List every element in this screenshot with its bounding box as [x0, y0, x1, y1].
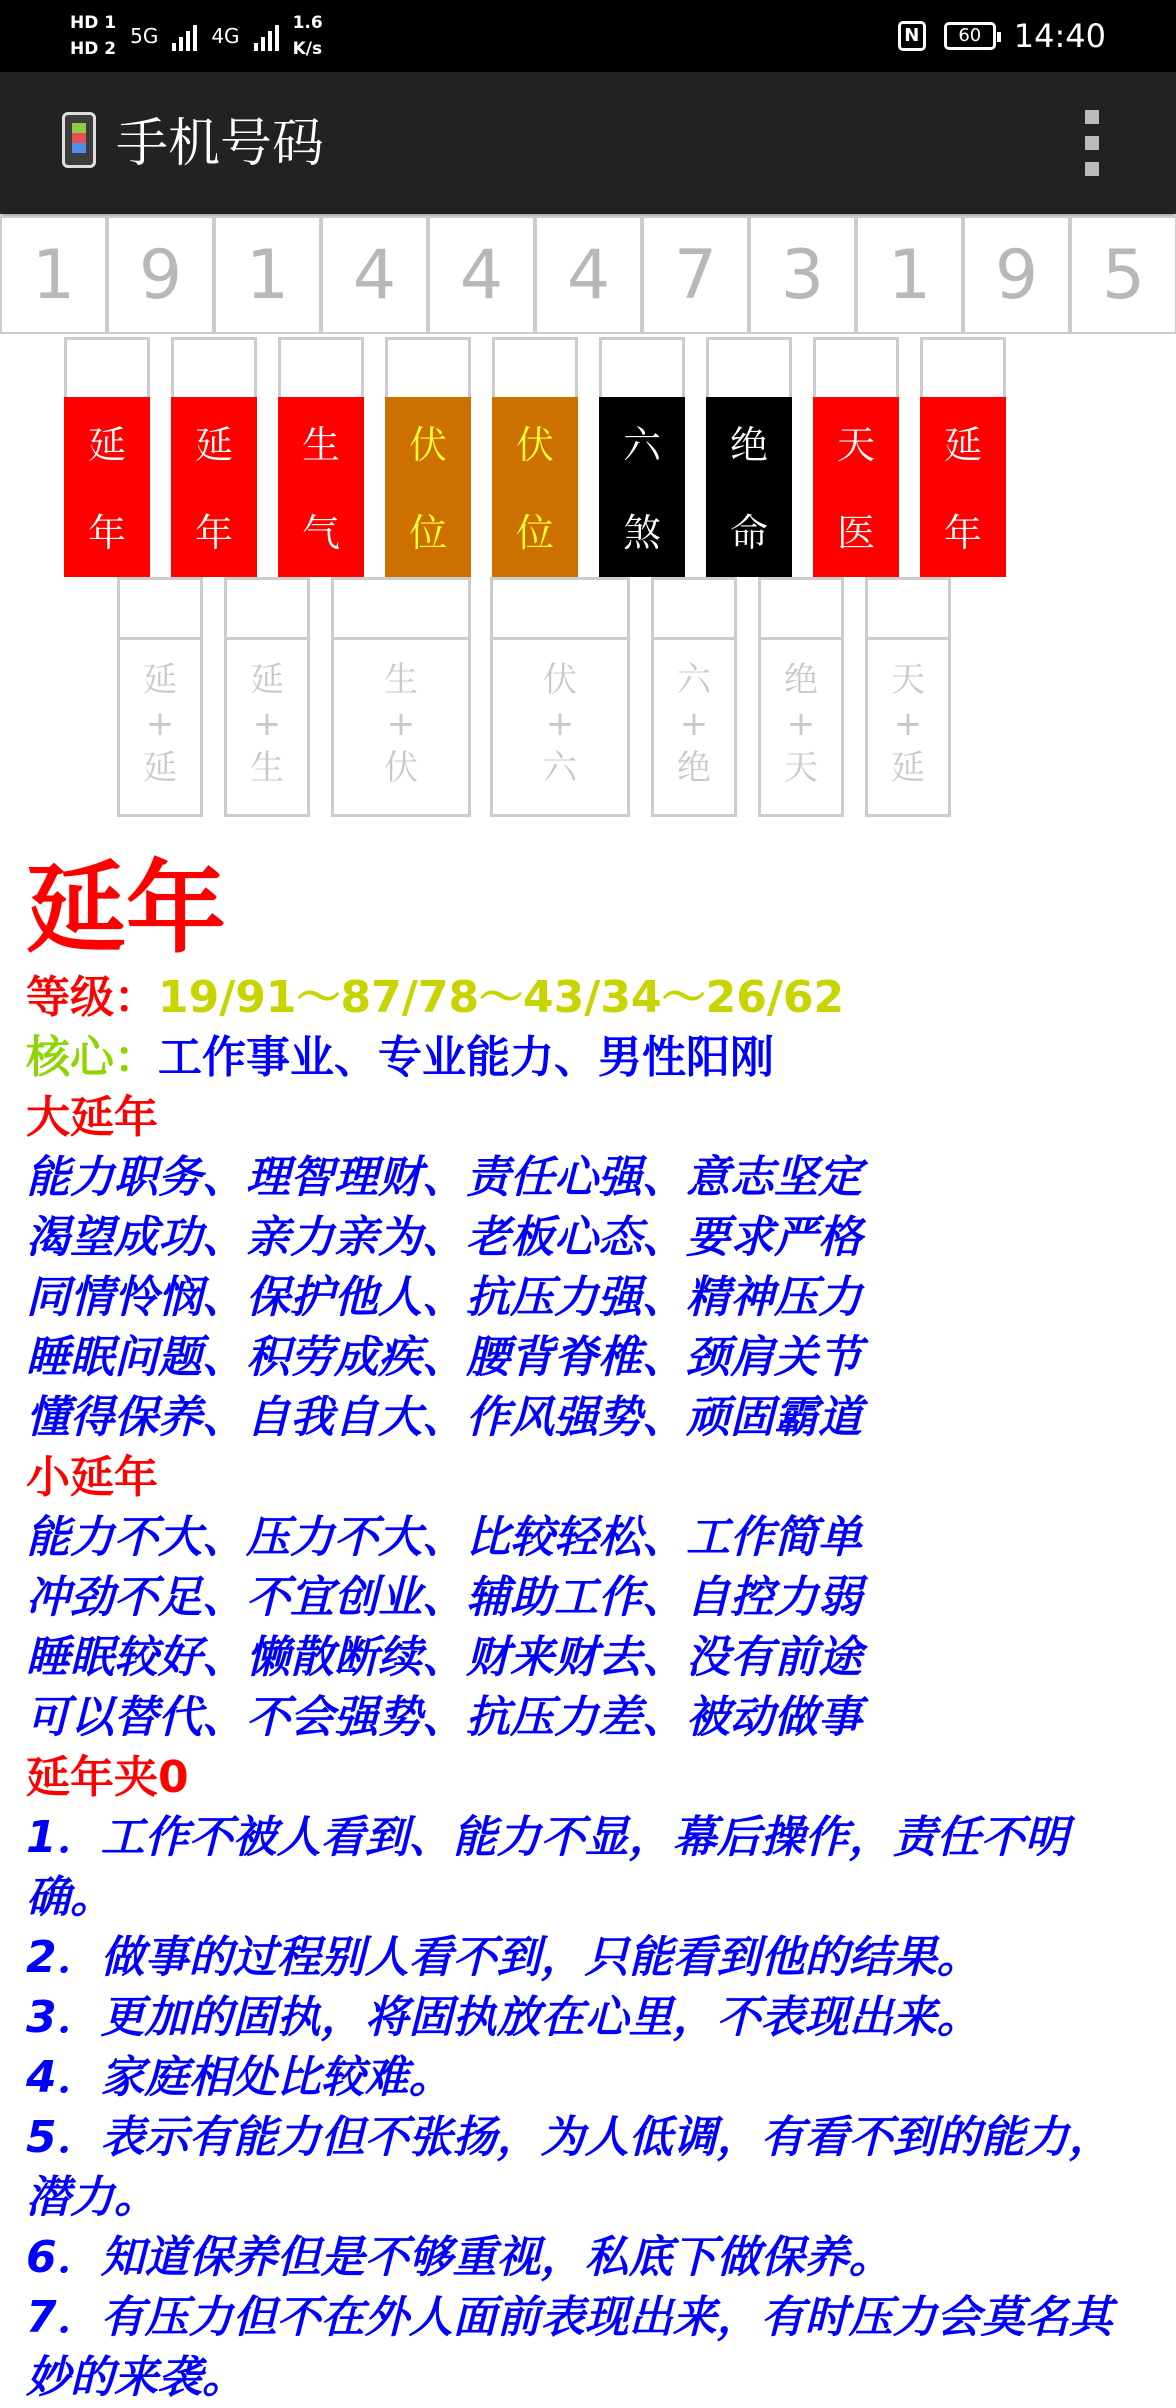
combo-tag[interactable] — [651, 637, 737, 817]
combo-tag[interactable] — [865, 637, 951, 817]
small-line-3: 睡眠较好、懒散断续、财来财去、没有前途 — [26, 1632, 862, 1683]
combo-stem — [117, 577, 203, 637]
app-title: 手机号码 — [116, 114, 325, 174]
small-yannian-heading: 小延年 — [26, 1452, 158, 1503]
combo-operator: + — [786, 704, 816, 744]
big-line-5: 懂得保养、自我自大、作风强势、顽固霸道 — [26, 1392, 862, 1443]
core-row — [26, 1028, 1156, 1088]
pair-tag-bottom: 年 — [943, 511, 982, 555]
phone-icon — [62, 112, 96, 168]
combo-stem — [651, 577, 737, 637]
pair-tag-bottom: 气 — [301, 511, 340, 555]
zero-item-2: 2．做事的过程别人看不到，只能看到他的结果。 — [26, 1932, 981, 1983]
combo-tag[interactable] — [117, 637, 203, 817]
digit-cell: 4 — [321, 216, 428, 334]
combo-char: 生 — [384, 660, 418, 700]
combo-operator: + — [545, 704, 575, 744]
pair-tab-connector — [64, 337, 150, 397]
pair-tag-top: 六 — [622, 423, 661, 467]
pair-tag[interactable] — [706, 397, 792, 577]
pair-tag[interactable] — [171, 397, 257, 577]
digit-cell: 1 — [856, 216, 963, 334]
pair-tab-connector — [813, 337, 899, 397]
combo-char: 绝 — [677, 748, 711, 788]
combo-stem — [758, 577, 844, 637]
net2-label: 4G — [211, 24, 240, 48]
combo-tag[interactable] — [224, 637, 310, 817]
pair-tag[interactable] — [385, 397, 471, 577]
combo-char: 延 — [250, 660, 284, 700]
pair-tag[interactable] — [599, 397, 685, 577]
status-right — [898, 0, 1106, 72]
big-yannian-heading: 大延年 — [26, 1092, 158, 1143]
big-line-1: 能力职务、理智理财、责任心强、意志坚定 — [26, 1152, 862, 1203]
pair-tag-bottom: 年 — [194, 511, 233, 555]
core-value: 工作事业、专业能力、男性阳刚 — [158, 1032, 774, 1083]
zero-item-7: 7．有压力但不在外人面前表现出来，有时压力会莫名其妙的来袭。 — [26, 2292, 1113, 2403]
pair-tab-connector — [278, 337, 364, 397]
pair-tag-bottom: 命 — [729, 511, 768, 555]
clock: 14:40 — [1013, 17, 1106, 55]
net-speed — [293, 10, 323, 62]
combo-char: 六 — [677, 660, 711, 700]
combo-operator: + — [679, 704, 709, 744]
status-left — [70, 8, 323, 64]
combo-char: 伏 — [384, 748, 418, 788]
zero-item-1: 1．工作不被人看到、能力不显，幕后操作，责任不明确。 — [26, 1812, 1069, 1923]
pair-tag[interactable] — [278, 397, 364, 577]
pair-tag-bottom: 医 — [836, 511, 875, 555]
big-line-3: 同情怜悯、保护他人、抗压力强、精神压力 — [26, 1272, 862, 1323]
pair-tab-connector — [492, 337, 578, 397]
pair-tag[interactable] — [920, 397, 1006, 577]
small-line-4: 可以替代、不会强势、抗压力差、被动做事 — [26, 1692, 862, 1743]
digit-cell: 3 — [749, 216, 856, 334]
hd-indicator — [70, 10, 116, 62]
combo-char: 生 — [250, 748, 284, 788]
pair-tag-bottom: 位 — [515, 511, 554, 555]
pair-tab-connector — [599, 337, 685, 397]
combo-char: 绝 — [784, 660, 818, 700]
zero-heading: 延年夹0 — [26, 1752, 189, 1803]
combo-stem — [224, 577, 310, 637]
zero-item-3: 3．更加的固执，将固执放在心里，不表现出来。 — [26, 1992, 981, 2043]
status-bar — [0, 0, 1176, 72]
more-vert-icon[interactable] — [1082, 110, 1102, 176]
combo-char: 伏 — [543, 660, 577, 700]
combo-char: 延 — [143, 748, 177, 788]
digit-cell: 4 — [428, 216, 535, 334]
pair-tag[interactable] — [64, 397, 150, 577]
combo-char: 天 — [891, 660, 925, 700]
nfc-icon: N — [898, 21, 926, 51]
pair-tag-top: 延 — [194, 423, 233, 467]
app-bar — [0, 72, 1176, 214]
detail-title: 延年 — [26, 850, 226, 967]
combo-operator: + — [252, 704, 282, 744]
hd2-label: HD 2 — [70, 39, 117, 59]
pair-tag-top: 伏 — [515, 423, 554, 467]
level-label: 等级： — [26, 972, 158, 1023]
combo-char: 延 — [143, 660, 177, 700]
pair-tab-connector — [920, 337, 1006, 397]
zero-item-6: 6．知道保养但是不够重视，私底下做保养。 — [26, 2232, 893, 2283]
hd1-label: HD 1 — [70, 13, 117, 33]
digit-cell: 9 — [107, 216, 214, 334]
small-line-2: 冲劲不足、不宜创业、辅助工作、自控力弱 — [26, 1572, 862, 1623]
combo-operator: + — [893, 704, 923, 744]
level-value: 19/91～87/78～43/34～26/62 — [158, 972, 845, 1023]
signal2-icon — [254, 21, 279, 51]
big-line-4: 睡眠问题、积劳成疾、腰背脊椎、颈肩关节 — [26, 1332, 862, 1383]
digit-cell: 1 — [0, 216, 107, 334]
big-line-2: 渴望成功、亲力亲为、老板心态、要求严格 — [26, 1212, 862, 1263]
pair-tag-top: 生 — [301, 423, 340, 467]
combo-char: 天 — [784, 748, 818, 788]
combo-tag[interactable] — [758, 637, 844, 817]
speed-value: 1.6 — [292, 13, 323, 33]
speed-unit: K/s — [292, 39, 323, 59]
digit-cell: 9 — [963, 216, 1070, 334]
pair-tag-bottom: 年 — [87, 511, 126, 555]
combo-tag[interactable] — [490, 637, 630, 817]
combo-char: 六 — [543, 748, 577, 788]
pair-tab-connector — [171, 337, 257, 397]
combo-stem — [490, 577, 630, 637]
signal1-icon — [172, 21, 197, 51]
pair-tag-top: 天 — [836, 423, 875, 467]
combo-stem — [331, 577, 471, 637]
level-row — [26, 968, 1156, 1028]
pair-tag[interactable] — [492, 397, 578, 577]
combo-tag[interactable] — [331, 637, 471, 817]
zero-item-5: 5．表示有能力但不张扬，为人低调，有看不到的能力，潜力。 — [26, 2112, 1113, 2223]
pair-tag-top: 伏 — [408, 423, 447, 467]
pair-tag-bottom: 位 — [408, 511, 447, 555]
pair-tag-top: 绝 — [729, 423, 768, 467]
pair-tag-bottom: 煞 — [622, 511, 661, 555]
pair-tag-top: 延 — [943, 423, 982, 467]
core-label: 核心： — [26, 1032, 158, 1083]
pair-tab-connector — [706, 337, 792, 397]
combo-stem — [865, 577, 951, 637]
digit-cell: 4 — [535, 216, 642, 334]
digit-cell: 5 — [1070, 216, 1176, 334]
zero-item-4: 4．家庭相处比较难。 — [26, 2052, 453, 2103]
small-line-1: 能力不大、压力不大、比较轻松、工作简单 — [26, 1512, 862, 1563]
combo-operator: + — [145, 704, 175, 744]
net1-label: 5G — [130, 24, 159, 48]
combo-operator: + — [386, 704, 416, 744]
battery-icon: 60 — [944, 22, 996, 50]
pair-tab-connector — [385, 337, 471, 397]
pair-tag-top: 延 — [87, 423, 126, 467]
digit-cell: 7 — [642, 216, 749, 334]
digit-cell: 1 — [214, 216, 321, 334]
combo-char: 延 — [891, 748, 925, 788]
pair-tag[interactable] — [813, 397, 899, 577]
detail-panel — [26, 850, 1156, 2408]
